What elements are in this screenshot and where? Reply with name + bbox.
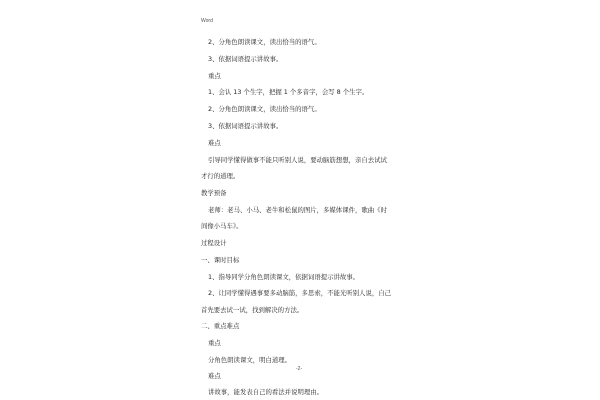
text-line: 2、分角色朗读课文，读出恰当的语气。	[208, 38, 321, 46]
text-line: 1、指导同学分角色朗读课文，依据词语提示讲故事。	[208, 273, 360, 281]
text-line: 1、会认 13 个生字，把握 1 个多音字，会写 8 个生字。	[208, 88, 369, 96]
section-heading: 二、重点难点	[201, 322, 240, 330]
section-heading: 难点	[208, 139, 221, 147]
text-line: 引导同学懂得做事不能只听别人说，要动脑筋想想，亲自去试试	[208, 156, 387, 164]
section-heading: 难点	[208, 372, 221, 380]
section-heading: 重点	[208, 72, 221, 80]
text-line: 首先要去试一试，找到解决的方法。	[201, 306, 304, 314]
text-line: 3、依据词语提示讲故事。	[208, 55, 283, 63]
text-line: 老师：老马、小马、老牛和松鼠的图片，多媒体课件，歌曲《时	[208, 206, 387, 214]
text-line: 2、让同学懂得遇事要多动脑筋，多思索，不能光听别人说，自己	[208, 289, 392, 297]
page-number: -2-	[296, 366, 303, 372]
header-label: Word	[201, 18, 213, 24]
section-heading: 一、课时目标	[201, 256, 240, 264]
text-line: 2、分角色朗读课文，读出恰当的语气。	[208, 105, 321, 113]
text-line: 才行的道理。	[201, 172, 240, 180]
section-heading: 教学预备	[201, 189, 227, 197]
text-line: 3、依据词语提示讲故事。	[208, 122, 283, 130]
text-line: 分角色朗读课文，明白道理。	[208, 356, 292, 364]
text-line: 间像小马车》。	[201, 222, 243, 230]
section-heading: 过程设计	[201, 239, 227, 247]
section-heading: 重点	[208, 339, 221, 347]
text-line: 讲故事，能发表自己的看法并说明理由。	[208, 388, 324, 396]
